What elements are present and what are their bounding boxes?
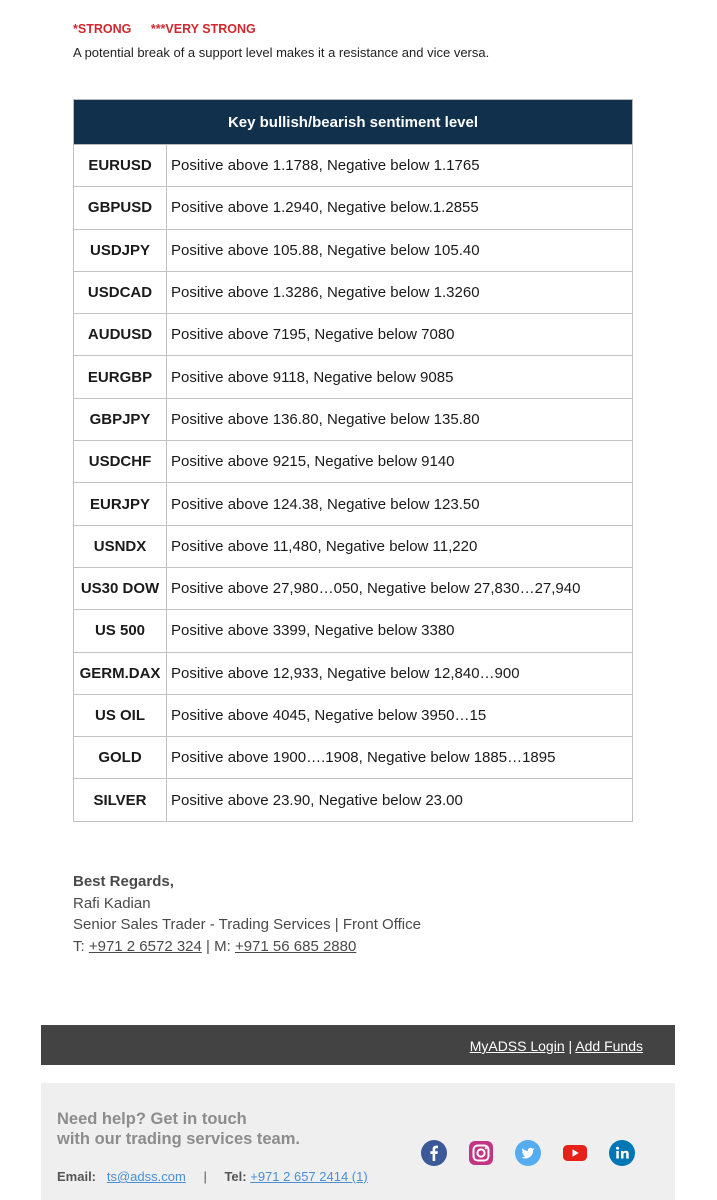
symbol-cell: USDCAD	[74, 271, 167, 313]
twitter-icon[interactable]	[515, 1140, 541, 1166]
symbol-cell: USDJPY	[74, 229, 167, 271]
level-cell: Positive above 4045, Negative below 3950…15	[167, 694, 633, 736]
signature-title: Senior Sales Trader - Trading Services | Front Office	[73, 916, 421, 933]
symbol-cell: USDCHF	[74, 441, 167, 483]
symbol-cell: EURUSD	[74, 145, 167, 187]
level-cell: Positive above 9215, Negative below 9140	[167, 441, 633, 483]
help-tel-label: Tel:	[224, 1169, 247, 1184]
symbol-cell: EURJPY	[74, 483, 167, 525]
footer-links	[470, 1038, 643, 1054]
symbol-cell: GOLD	[74, 737, 167, 779]
help-line-1: Need help? Get in touch	[57, 1110, 247, 1128]
table-row	[74, 737, 633, 779]
symbol-cell: US OIL	[74, 694, 167, 736]
table-row	[74, 525, 633, 567]
table-row	[74, 652, 633, 694]
table-row	[74, 610, 633, 652]
sentiment-table	[73, 99, 633, 822]
signature-phones	[73, 936, 421, 958]
symbol-cell: US30 DOW	[74, 567, 167, 609]
symbol-cell: US 500	[74, 610, 167, 652]
symbol-cell: USNDX	[74, 525, 167, 567]
myadss-login-link[interactable]: MyADSS Login	[469, 1038, 565, 1054]
footer-bar	[41, 1025, 675, 1065]
table-header: Key bullish/bearish sentiment level	[74, 100, 633, 145]
level-cell: Positive above 23.90, Negative below 23.00	[167, 779, 633, 821]
level-cell: Positive above 27,980…050, Negative below 27,830…27,940	[167, 567, 633, 609]
legend-very-strong: ***VERY STRONG	[150, 22, 256, 36]
table-row	[74, 229, 633, 271]
symbol-cell: GERM.DAX	[74, 652, 167, 694]
help-tel-link[interactable]: +971 2 657 2414 (1)	[250, 1169, 368, 1184]
tel-link[interactable]: +971 2 6572 324	[88, 937, 202, 955]
table-row	[74, 779, 633, 821]
instagram-icon[interactable]	[468, 1140, 494, 1166]
social-links	[421, 1140, 656, 1166]
signature-regards: Best Regards,	[73, 873, 174, 890]
table-row	[74, 187, 633, 229]
level-cell: Positive above 1900….1908, Negative below 1885…1895	[167, 737, 633, 779]
level-cell: Positive above 1.2940, Negative below.1.2855	[167, 187, 633, 229]
level-cell: Positive above 11,480, Negative below 11,220	[167, 525, 633, 567]
table-row	[74, 694, 633, 736]
symbol-cell: EURGBP	[74, 356, 167, 398]
symbol-cell: SILVER	[74, 779, 167, 821]
level-cell: Positive above 124.38, Negative below 123.50	[167, 483, 633, 525]
linkedin-icon[interactable]	[609, 1140, 635, 1166]
symbol-cell: AUDUSD	[74, 314, 167, 356]
mobile-link[interactable]: +971 56 685 2880	[234, 937, 357, 955]
signature	[73, 871, 421, 957]
help-title	[57, 1109, 357, 1149]
level-cell: Positive above 3399, Negative below 3380	[167, 610, 633, 652]
level-cell: Positive above 9118, Negative below 9085	[167, 356, 633, 398]
table-row	[74, 145, 633, 187]
level-cell: Positive above 136.80, Negative below 135.80	[167, 398, 633, 440]
table-row	[74, 356, 633, 398]
level-cell: Positive above 12,933, Negative below 12,840…900	[167, 652, 633, 694]
table-row	[74, 398, 633, 440]
help-line-2: with our trading services team.	[57, 1130, 300, 1148]
strength-legend	[73, 22, 272, 36]
symbol-cell: GBPUSD	[74, 187, 167, 229]
table-row	[74, 441, 633, 483]
table-row	[74, 567, 633, 609]
mobile-label: | M:	[206, 937, 231, 955]
level-cell: Positive above 105.88, Negative below 105.40	[167, 229, 633, 271]
table-row	[74, 483, 633, 525]
help-panel	[41, 1083, 675, 1200]
support-resistance-note: A potential break of a support level makes it a resistance and vice versa.	[73, 45, 490, 60]
add-funds-link[interactable]: Add Funds	[575, 1038, 643, 1054]
contact-line	[57, 1169, 368, 1184]
email-link[interactable]: ts@adss.com	[106, 1169, 186, 1184]
facebook-icon[interactable]	[421, 1140, 447, 1166]
signature-name: Rafi Kadian	[73, 894, 151, 912]
footer-separator: |	[568, 1038, 573, 1054]
table-row	[74, 271, 633, 313]
level-cell: Positive above 1.3286, Negative below 1.3260	[167, 271, 633, 313]
email-label: Email:	[57, 1169, 97, 1184]
tel-label: T:	[73, 937, 85, 955]
youtube-icon[interactable]	[562, 1140, 588, 1166]
legend-strong: *STRONG	[73, 22, 132, 36]
level-cell: Positive above 7195, Negative below 7080	[167, 314, 633, 356]
symbol-cell: GBPJPY	[74, 398, 167, 440]
level-cell: Positive above 1.1788, Negative below 1.1765	[167, 145, 633, 187]
contact-separator: |	[203, 1169, 207, 1184]
table-row	[74, 314, 633, 356]
